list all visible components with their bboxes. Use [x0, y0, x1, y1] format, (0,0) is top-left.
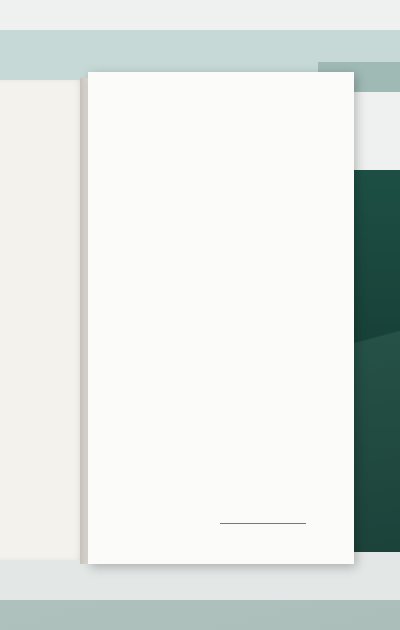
page-footer	[110, 518, 332, 528]
right-page-text	[110, 122, 332, 132]
left-page	[0, 80, 86, 560]
footer-rule	[220, 523, 306, 524]
right-page	[88, 72, 354, 564]
open-book	[0, 72, 356, 564]
